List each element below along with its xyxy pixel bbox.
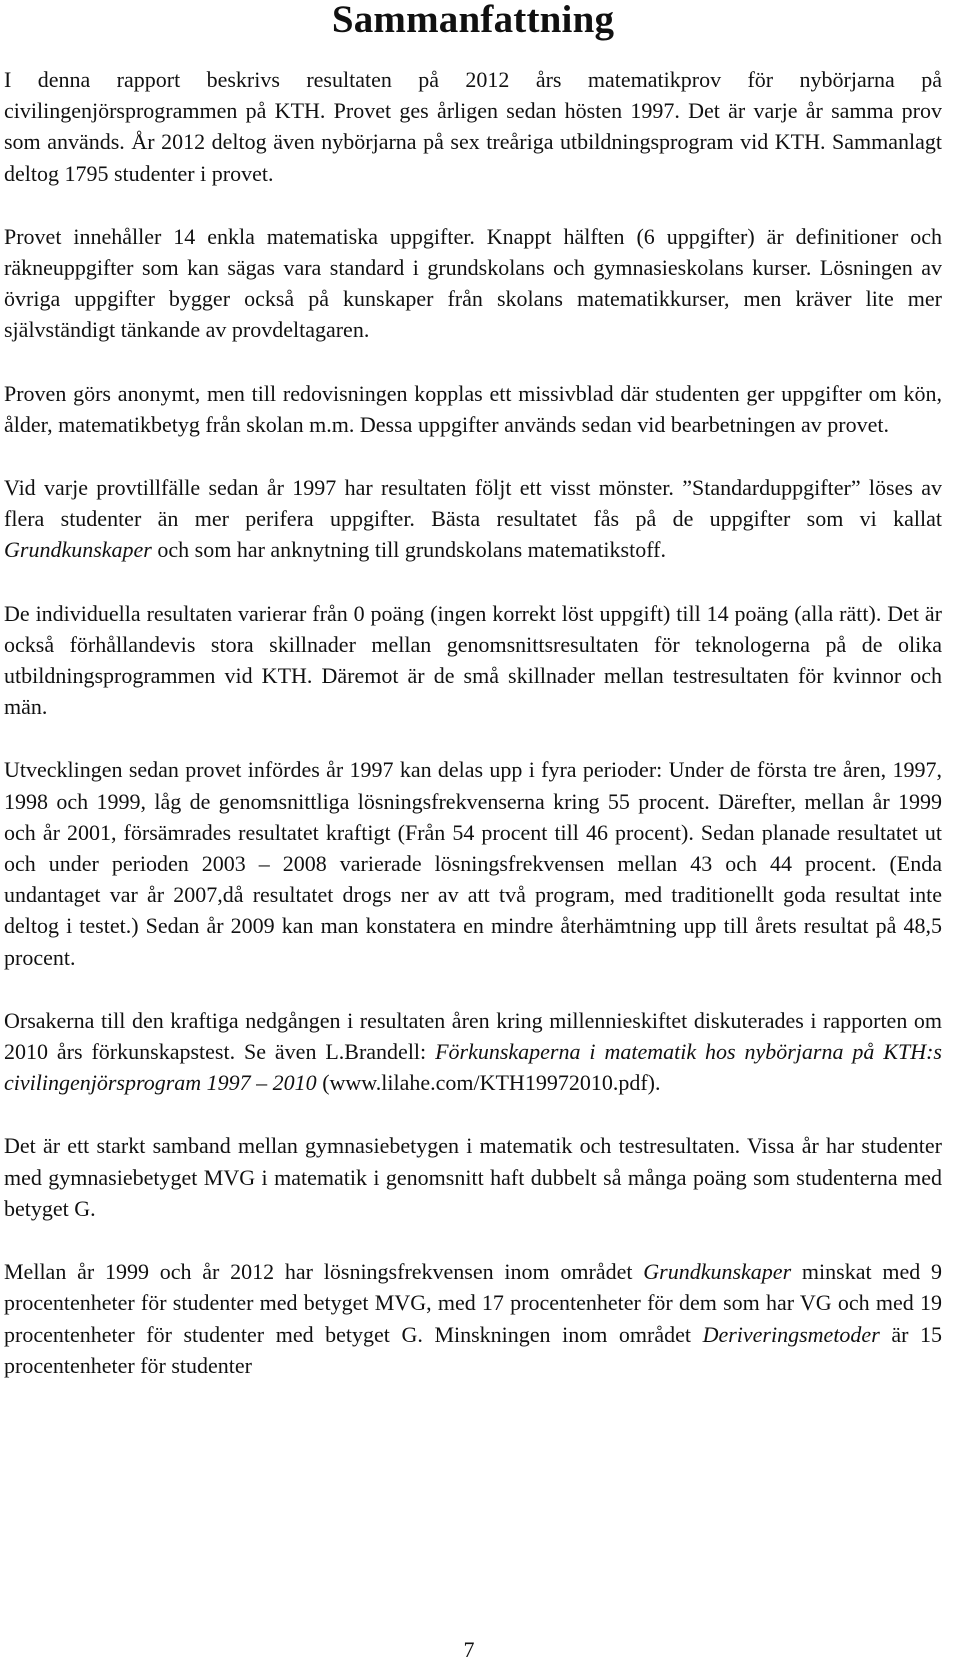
paragraph-text: Vid varje provtillfälle sedan år 1997 har resultaten följt ett visst mönster. ”Standarduppgifter” löses av flera studenter än mer perifera uppgifter. Bästa resultatet fås på de uppgifter som vi kallat: [4, 475, 942, 532]
paragraph-6: [4, 754, 942, 972]
paragraph-text: Utvecklingen sedan provet infördes år 1997 kan delas upp i fyra perioder: Under de första tre åren, 1997, 1998 och 1999, låg de genomsnittliga lösningsfrekvenserna kring 55 procent. Därefter, mellan år 1999 och år 2001, försämrades resultatet kraftigt (Från 54 procent till 46 procent). Sedan planade resultatet ut och under perioden 2003 – 2008 varierade lösningsfrekvensen mellan 43 och 44 procent. (Enda undantaget var år 2007,då resultatet drogs ner av att två program, med traditionellt goda resultat inte deltog i testet.) Sedan år 2009 kan man konstatera en mindre återhämtning upp till årets resultat på 48,5 procent.: [4, 757, 942, 970]
document-page: [4, 0, 942, 1413]
paragraph-text: och som har anknytning till grundskolans matematikstoff.: [151, 537, 666, 563]
paragraph-text: Mellan år 1999 och år 2012 har lösningsfrekvensen inom området: [4, 1259, 644, 1285]
paragraph-5: [4, 598, 942, 723]
paragraph-8: [4, 1130, 942, 1224]
paragraph-text: Orsakerna till den kraftiga nedgången i resultaten åren kring millennieskiftet diskuterades i rapporten om 2010 års förkunskapstest. Se även L.Brandell:: [4, 1007, 942, 1065]
paragraph-text: Proven görs anonymt, men till redovisningen kopplas ett missivblad där studenten ger uppgifter om kön, ålder, matematikbetyg från skolan m.m. Dessa uppgifter används sedan vid bearbetningen av provet.: [4, 380, 942, 437]
body-text: [4, 64, 942, 1381]
paragraph-text: minskat med 9 procentenheter för studenter med betyget MVG, med 17 procentenheter för dem som har VG och med 19 procentenheter för studenter med betyget G. Minskningen inom området: [4, 1259, 943, 1347]
paragraph-1: [4, 64, 942, 189]
paragraph-text: Det är ett starkt samband mellan gymnasiebetygen i matematik och testresultaten. Vissa år har studenter med gymnasiebetyget MVG i matematik i genomsnitt haft dubbelt så många poäng som studenterna med betyget G.: [4, 1133, 942, 1221]
paragraph-text: (www.lilahe.com/KTH19972010.pdf).: [316, 1070, 661, 1096]
page-title: Sammanfattning: [331, 0, 615, 41]
paragraph-text: är 15 procentenheter för studenter: [4, 1321, 942, 1378]
paragraph-4: [4, 472, 942, 566]
paragraph-text: De individuella resultaten varierar från 0 poäng (ingen korrekt löst uppgift) till 14 poäng (alla rätt). Det är också förhållandevis stora skillnader mellan genomsnittsresultaten för teknologerna på de olika utbildningsprogrammen vid KTH. Däremot är de små skillnader mellan testresultaten för kvinnor och män.: [4, 600, 942, 720]
paragraph-text: Provet innehåller 14 enkla matematiska uppgifter. Knappt hälften (6 uppgifter) är definitioner och räkneuppgifter som kan sägas vara standard i grundskolans och gymnasieskolans kurser. Lösningen av övriga uppgifter bygger också på kunskaper från skolans matematikkurser, men kräver lite mer självständigt tänkande av provdeltagaren.: [4, 223, 942, 343]
italic-term: Förkunskaperna i matematik hos nybörjarna på KTH:s civilingenjörsprogram 1997 – 2010: [4, 1039, 942, 1096]
paragraph-7: [4, 1005, 942, 1099]
paragraph-text: I denna rapport beskrivs resultaten på 2012 års matematikprov för nybörjarna på civilingenjörsprogrammen på KTH. Provet ges årligen sedan hösten 1997. Det är varje år samma prov som används. År 2012 deltog även nybörjarna på sex treåriga utbildningsprogram vid KTH. Sammanlagt deltog 1795 studenter i provet.: [4, 67, 942, 186]
italic-term: Grundkunskaper: [643, 1259, 792, 1285]
paragraph-3: [4, 378, 942, 440]
italic-term: Grundkunskaper: [4, 537, 152, 563]
italic-term: Deriveringsmetoder: [702, 1321, 880, 1347]
paragraph-2: [4, 221, 942, 346]
page-number: 7: [463, 1637, 475, 1662]
paragraph-9: [4, 1256, 942, 1381]
